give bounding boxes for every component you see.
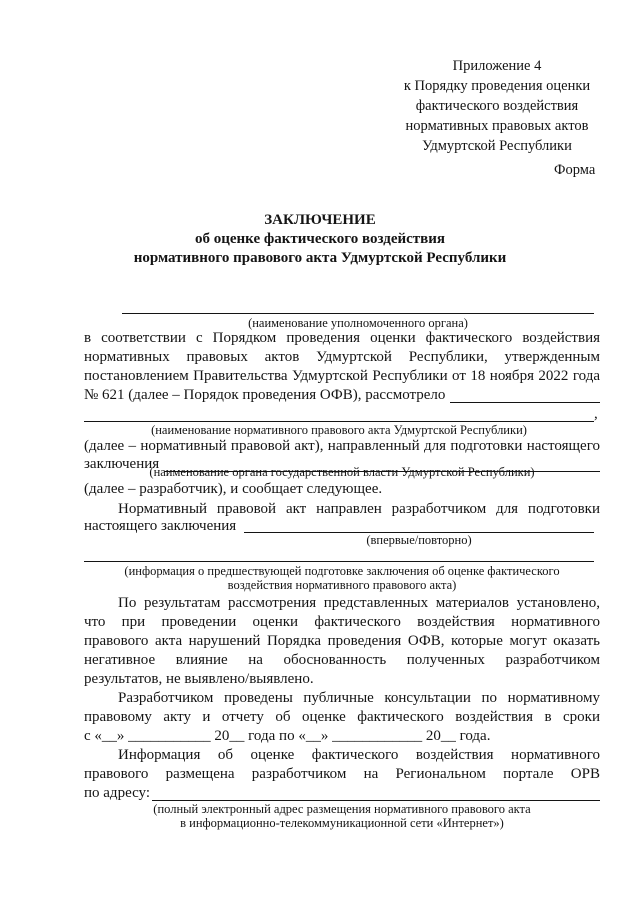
document-subtitle-1: об оценке фактического воздействия <box>194 231 446 247</box>
form-label: Форма <box>554 162 596 178</box>
appendix-line-4: нормативных правовых актов <box>405 118 589 134</box>
authorized-body-caption: (наименование уполномоченного органа) <box>248 316 468 330</box>
paragraph-5-line-5: результатов, не выявлено/выявлено. <box>84 671 314 687</box>
address-caption-2: в информационно-телекоммуникационной сети «Интернет») <box>180 816 504 830</box>
legal-act-name-caption: (наименование нормативного правового акта Удмуртской Республики) <box>151 423 527 437</box>
comma: , <box>594 406 598 422</box>
paragraph-3: (далее – разработчик), и сообщает следующее. <box>84 481 383 497</box>
paragraph-5-line-2: что при проведении оценки фактического воздействия нормативного <box>84 614 600 630</box>
paragraph-1-line-3: постановлением Правительства Удмуртской Республики от 18 ноября 2022 года <box>84 368 600 384</box>
appendix-line-3: фактического воздействия <box>415 98 579 114</box>
appendix-number: Приложение 4 <box>452 58 542 74</box>
paragraph-5-line-3: правового акта нарушений Порядка проведения ОФВ, которые могут оказать <box>84 633 600 649</box>
prior-info-caption-1: (информация о предшествующей подготовке заключения об оценке фактического <box>124 564 560 578</box>
paragraph-2-line-2: заключения <box>84 456 160 472</box>
paragraph-6-line-1: Разработчиком проведены публичные консультации по нормативному <box>118 690 600 706</box>
consultation-dates[interactable]: с «__» ___________ 20__ года по «__» ____________ 20__ года. <box>84 728 491 744</box>
paragraph-1-line-1: в соответствии с Порядком проведения оценки фактического воздействия <box>84 330 600 346</box>
paragraph-7-line-3: по адресу: <box>84 785 151 801</box>
address-field[interactable] <box>152 800 600 801</box>
paragraph-6-line-2: правовому акту и отчету об оценке фактического воздействия в сроки <box>84 709 600 725</box>
paragraph-1-line-4: № 621 (далее – Порядок проведения ОФВ), рассмотрело <box>84 387 446 403</box>
paragraph-1-line-2: нормативных правовых актов Удмуртской Республики, утвержденным <box>84 349 600 365</box>
paragraph-7-line-2: правового размещена разработчиком на Региональном портале ОРВ <box>84 766 600 782</box>
document-subtitle-2: нормативного правового акта Удмуртской Республики <box>133 250 507 266</box>
appendix-line-5: Удмуртской Республики <box>422 138 572 154</box>
legal-act-name-field[interactable] <box>84 421 594 422</box>
address-caption-1: (полный электронный адрес размещения нормативного правового акта <box>153 802 531 816</box>
reviewed-act-field-start[interactable] <box>450 402 600 403</box>
paragraph-4-line-1: Нормативный правовой акт направлен разработчиком для подготовки <box>118 501 600 517</box>
authorized-body-field[interactable] <box>122 313 594 314</box>
paragraph-7-line-1: Информация об оценке фактического воздействия нормативного <box>118 747 600 763</box>
paragraph-5-line-1: По результатам рассмотрения представленных материалов установлено, <box>118 595 600 611</box>
paragraph-4-line-2: настоящего заключения <box>84 518 237 534</box>
paragraph-2-line-1: (далее – нормативный правовой акт), направленный для подготовки настоящего <box>84 438 600 454</box>
prior-info-caption-2: воздействия нормативного правового акта) <box>227 578 457 592</box>
prior-info-field[interactable] <box>84 561 594 562</box>
state-body-caption: (наименование органа государственной власти Удмуртской Республики) <box>149 465 535 479</box>
document-title: ЗАКЛЮЧЕНИЕ <box>264 212 376 228</box>
paragraph-5-line-4: негативное влияние на обоснованность полученных разработчиком <box>84 652 600 668</box>
appendix-line-2: к Порядку проведения оценки <box>403 78 591 94</box>
first-repeat-caption: (впервые/повторно) <box>366 533 472 547</box>
